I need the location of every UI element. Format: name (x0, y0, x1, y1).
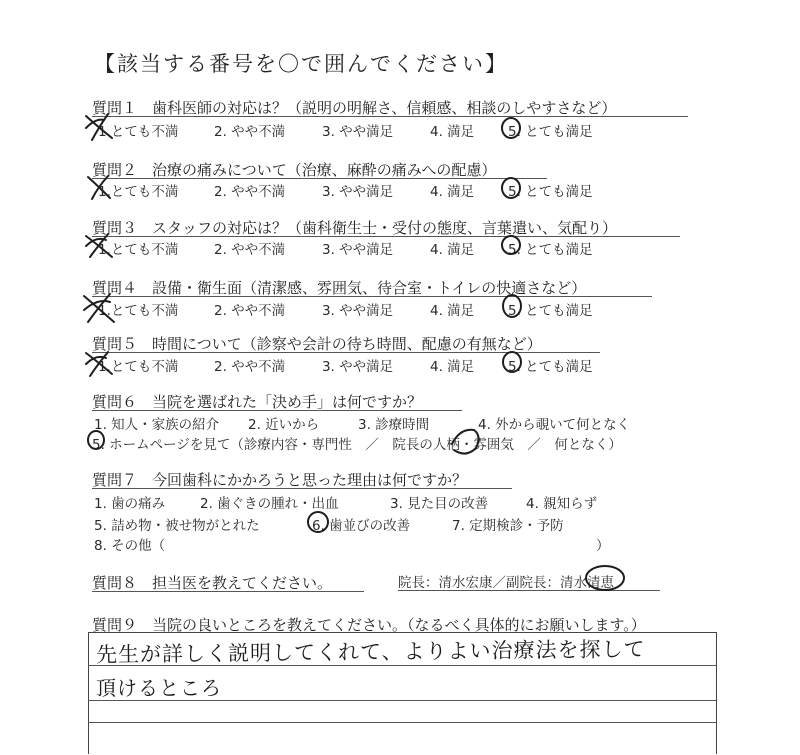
question-5-underline (92, 352, 600, 353)
question-7-underline (92, 488, 512, 489)
q7-option-8[interactable]: 8. その他（ (94, 538, 166, 554)
q7-option-6[interactable]: 6. 歯並びの改善 (312, 518, 411, 534)
question-7-title: 質問７ 今回歯科にかかろうと思った理由は何ですか？ (92, 471, 468, 489)
q5-option-2[interactable]: 2. やや不満 (214, 359, 286, 375)
q3-option-2[interactable]: 2. やや不満 (214, 242, 286, 258)
q6-option-2[interactable]: 2. 近いから (248, 417, 320, 433)
question-1-underline (92, 116, 688, 117)
question-3-underline (92, 236, 680, 237)
question-2-title: 質問２ 治療の痛みについて（治療、麻酔の痛みへの配慮） (92, 161, 497, 179)
question-6-underline (92, 410, 462, 411)
q4-option-3[interactable]: 3. やや満足 (322, 303, 394, 319)
question-4-title: 質問４ 設備・衛生面（清潔感、雰囲気、待合室・トイレの快適さなど） (92, 279, 587, 297)
q2-option-5[interactable]: 5. とても満足 (508, 184, 593, 200)
q1-option-4[interactable]: 4. 満足 (430, 124, 475, 140)
q8-doctor-list[interactable]: 院長：清水宏康／副院長：清水清恵 (398, 575, 614, 591)
question-8-underline (92, 591, 364, 592)
q2-option-3[interactable]: 3. やや満足 (322, 184, 394, 200)
q2-option-1[interactable]: 1.とても不満 (98, 184, 179, 200)
q4-option-4[interactable]: 4. 満足 (430, 303, 475, 319)
q6-option-5[interactable]: 5. ホームページを見て（診療内容・専門性 ／ 院長の人柄・雰囲気 ／ 何となく） (92, 437, 622, 453)
q4-option-2[interactable]: 2. やや不満 (214, 303, 286, 319)
q3-option-4[interactable]: 4. 満足 (430, 242, 475, 258)
q7-option-2[interactable]: 2. 歯ぐきの腫れ・出血 (200, 496, 339, 512)
q5-option-5[interactable]: 5. とても満足 (508, 359, 593, 375)
form-header: 【該当する番号を〇で囲んでください】 (94, 52, 508, 76)
q5-option-4[interactable]: 4. 満足 (430, 359, 475, 375)
answer-rule-3 (88, 722, 717, 723)
q3-option-1[interactable]: 1.とても不満 (98, 242, 179, 258)
q1-option-3[interactable]: 3. やや満足 (322, 124, 394, 140)
q7-option-5[interactable]: 5. 詰め物・被せ物がとれた (94, 518, 260, 534)
q7-option-8-close: ） (596, 538, 610, 554)
q7-option-1[interactable]: 1. 歯の痛み (94, 496, 166, 512)
question-9-title: 質問９ 当院の良いところを教えてください。（なるべく具体的にお願いします。） (92, 616, 646, 634)
q5-option-3[interactable]: 3. やや満足 (322, 359, 394, 375)
q6-option-4[interactable]: 4. 外から覗いて何となく (478, 417, 631, 433)
question-8-title: 質問８ 担当医を教えてください。 (92, 574, 333, 592)
q7-option-7[interactable]: 7. 定期検診・予防 (452, 518, 564, 534)
q3-option-5[interactable]: 5. とても満足 (508, 242, 593, 258)
q1-option-2[interactable]: 2. やや不満 (214, 124, 286, 140)
q2-option-2[interactable]: 2. やや不満 (214, 184, 286, 200)
q7-option-4[interactable]: 4. 親知らず (526, 496, 598, 512)
q1-option-5[interactable]: 5. とても満足 (508, 124, 593, 140)
q1-option-1[interactable]: 1.とても不満 (98, 124, 179, 140)
q5-option-1[interactable]: 1.とても不満 (98, 359, 179, 375)
q6-option-3[interactable]: 3. 診療時間 (358, 417, 430, 433)
question-5-title: 質問５ 時間について（診察や会計の待ち時間、配慮の有無など） (92, 335, 542, 353)
q9-answer-line-1: 先生が詳しく説明してくれて、よりよい治療法を探して (95, 637, 646, 667)
question-4-underline (92, 296, 652, 297)
q3-option-3[interactable]: 3. やや満足 (322, 242, 394, 258)
q4-option-1[interactable]: 1.とても不満 (98, 303, 179, 319)
question-6-title: 質問６ 当院を選ばれた「決め手」は何ですか？ (92, 393, 423, 411)
q8-doctor-underline (398, 590, 660, 591)
q9-answer-line-2: 頂けるところ (96, 676, 222, 700)
q4-option-5[interactable]: 5. とても満足 (508, 303, 593, 319)
question-2-underline (92, 178, 547, 179)
q7-option-3[interactable]: 3. 見た目の改善 (390, 496, 489, 512)
question-3-title: 質問３ スタッフの対応は？（歯科衛生士・受付の態度、言葉遣い、気配り） (92, 219, 618, 237)
q6-option-1[interactable]: 1. 知人・家族の紹介 (94, 417, 220, 433)
q2-option-4[interactable]: 4. 満足 (430, 184, 475, 200)
question-1-title: 質問１ 歯科医師の対応は？（説明の明解さ、信頼感、相談のしやすさなど） (92, 99, 617, 117)
